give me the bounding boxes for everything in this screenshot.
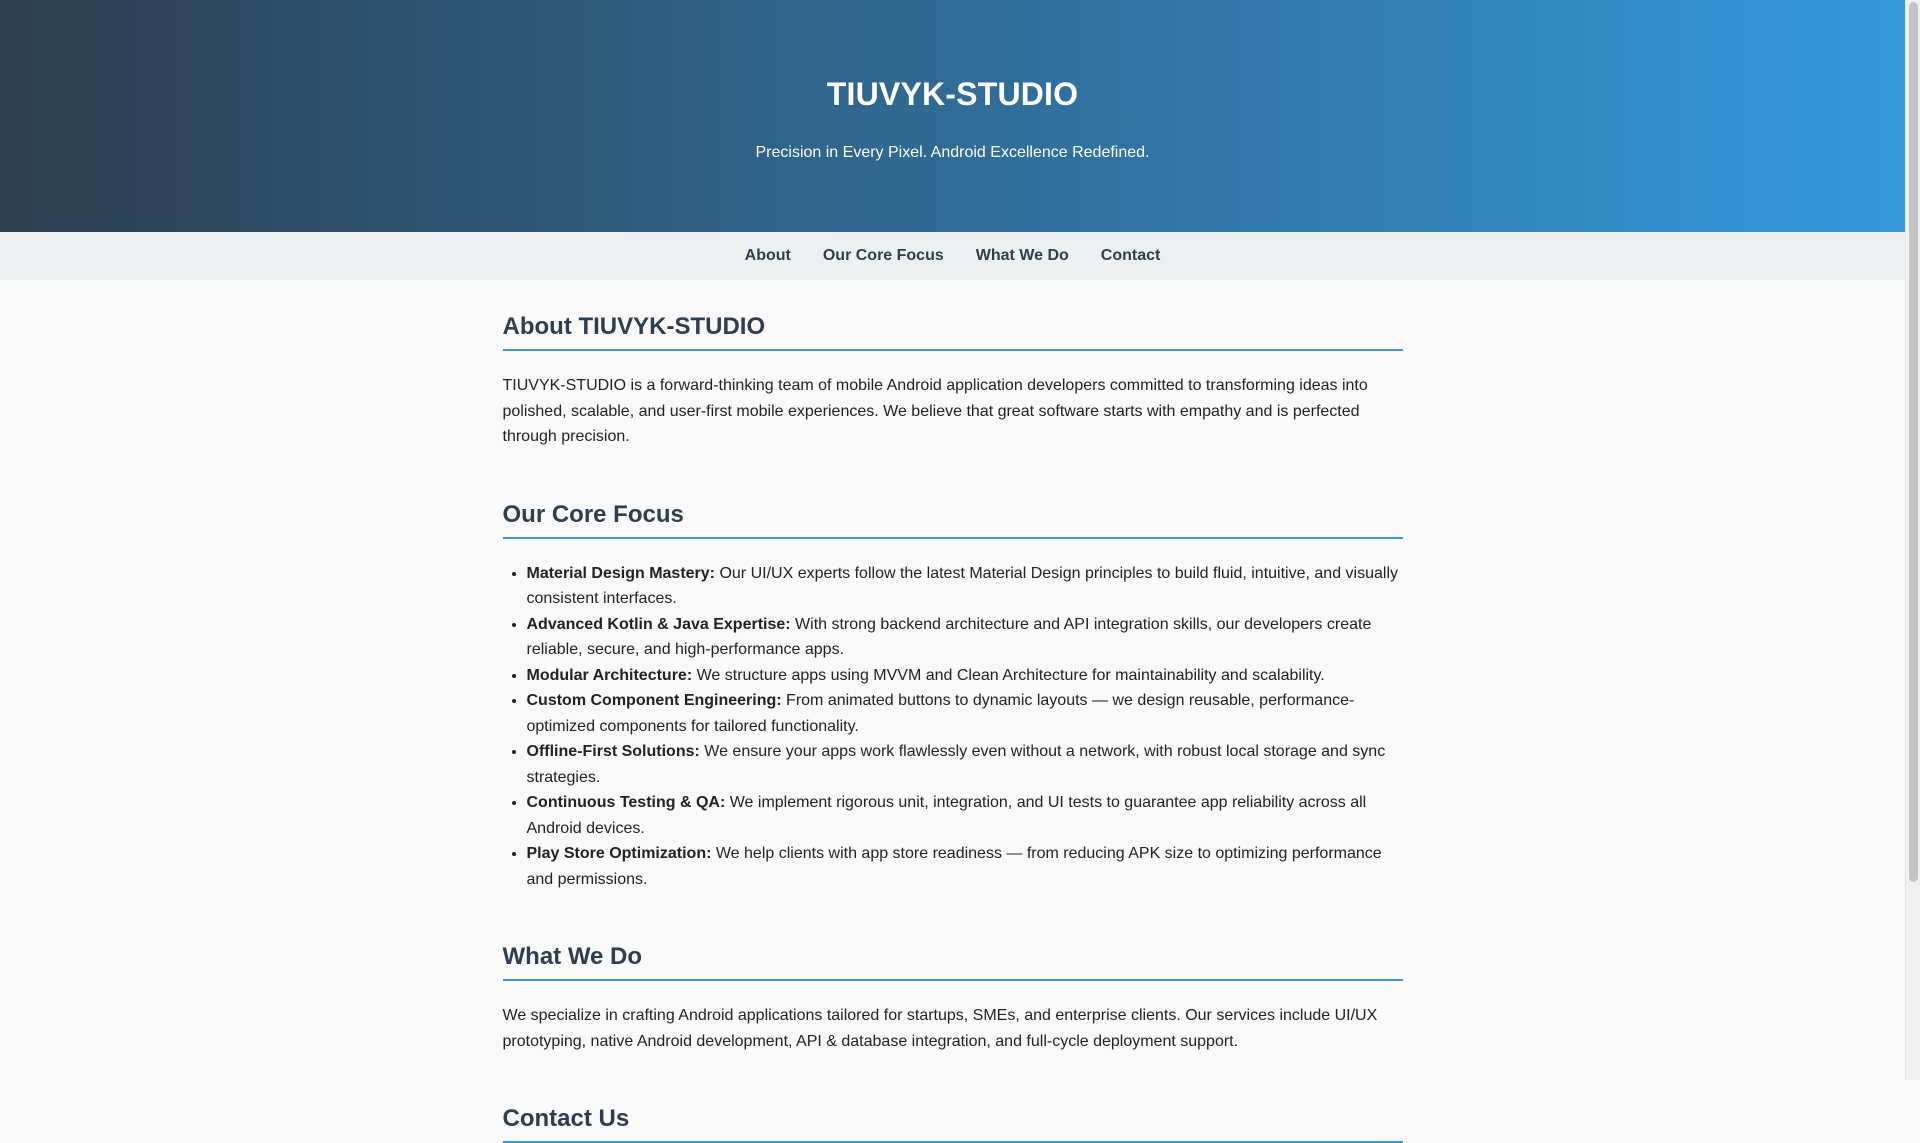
list-item <box>527 561 1403 612</box>
list-item-title: Custom Component Engineering: <box>526 692 782 709</box>
what-we-do-heading: What We Do <box>503 940 1403 981</box>
about-heading: About TIUVYK-STUDIO <box>503 310 1403 351</box>
site-title: TIUVYK-STUDIO <box>826 76 1079 112</box>
about-section <box>503 310 1403 450</box>
list-item <box>527 841 1403 892</box>
list-item-text: We implement rigorous unit, integration, and UI tests to guarantee app reliability across all Android devices. <box>526 794 1367 837</box>
contact-heading: Contact Us <box>503 1102 1403 1143</box>
list-item-title: Play Store Optimization: <box>526 845 712 862</box>
about-text: TIUVYK-STUDIO is a forward-thinking team of mobile Android application developers committed to transforming ideas into polished, scalable, and user-first mobile experiences. We believe that great software starts with empathy and is perfected through precision. <box>502 377 1368 445</box>
list-item-text: With strong backend architecture and API integration skills, our developers create reliable, secure, and high-performance apps. <box>526 615 1372 658</box>
list-item-title: Advanced Kotlin & Java Expertise: <box>526 615 791 633</box>
list-item-title: Material Design Mastery: <box>526 564 716 582</box>
list-item-text: We help clients with app store readiness — from reducing APK size to optimizing performance and permissions. <box>526 845 1382 888</box>
list-item-text: We ensure your apps work flawlessly even without a network, with robust local storage and sync strategies. <box>526 743 1386 786</box>
site-header <box>0 0 1905 232</box>
core-focus-section <box>503 498 1403 893</box>
list-item-text: We structure apps using MVVM and Clean Architecture for maintainability and scalability. <box>692 666 1325 684</box>
list-item <box>527 663 1403 689</box>
contact-section <box>503 1102 1403 1143</box>
nav-link-contact[interactable]: Contact <box>1100 247 1161 264</box>
site-tagline: Precision in Every Pixel. Android Excellence Redefined. <box>755 144 1150 161</box>
list-item <box>527 688 1403 739</box>
what-we-do-section <box>503 940 1403 1054</box>
list-item <box>527 790 1403 841</box>
nav-link-what-we-do[interactable]: What We Do <box>975 247 1069 264</box>
nav-link-core-focus[interactable]: Our Core Focus <box>822 247 944 264</box>
list-item-title: Modular Architecture: <box>526 666 693 684</box>
list-item <box>527 739 1403 790</box>
list-item-text: Our UI/UX experts follow the latest Material Design principles to build fluid, intuitive, and visually consistent interfaces. <box>526 564 1398 607</box>
scrollbar-thumb[interactable] <box>1909 2 1918 882</box>
list-item-text: From animated buttons to dynamic layouts — we design reusable, performance-optimized components for tailored functionality. <box>526 692 1355 735</box>
core-focus-list <box>527 561 1403 893</box>
list-item-title: Continuous Testing & QA: <box>526 794 726 811</box>
list-item-title: Offline-First Solutions: <box>526 743 700 760</box>
what-we-do-text: We specialize in crafting Android applications tailored for startups, SMEs, and enterprise clients. Our services include UI/UX prototyping, native Android development, API & database integration, and full-cycle deployment support. <box>502 1007 1378 1050</box>
core-focus-heading: Our Core Focus <box>503 498 1403 539</box>
list-item <box>527 612 1403 663</box>
main-nav <box>0 232 1905 280</box>
nav-link-about[interactable]: About <box>744 247 791 264</box>
vertical-scrollbar[interactable] <box>1905 0 1920 1080</box>
main-content <box>503 280 1403 1143</box>
